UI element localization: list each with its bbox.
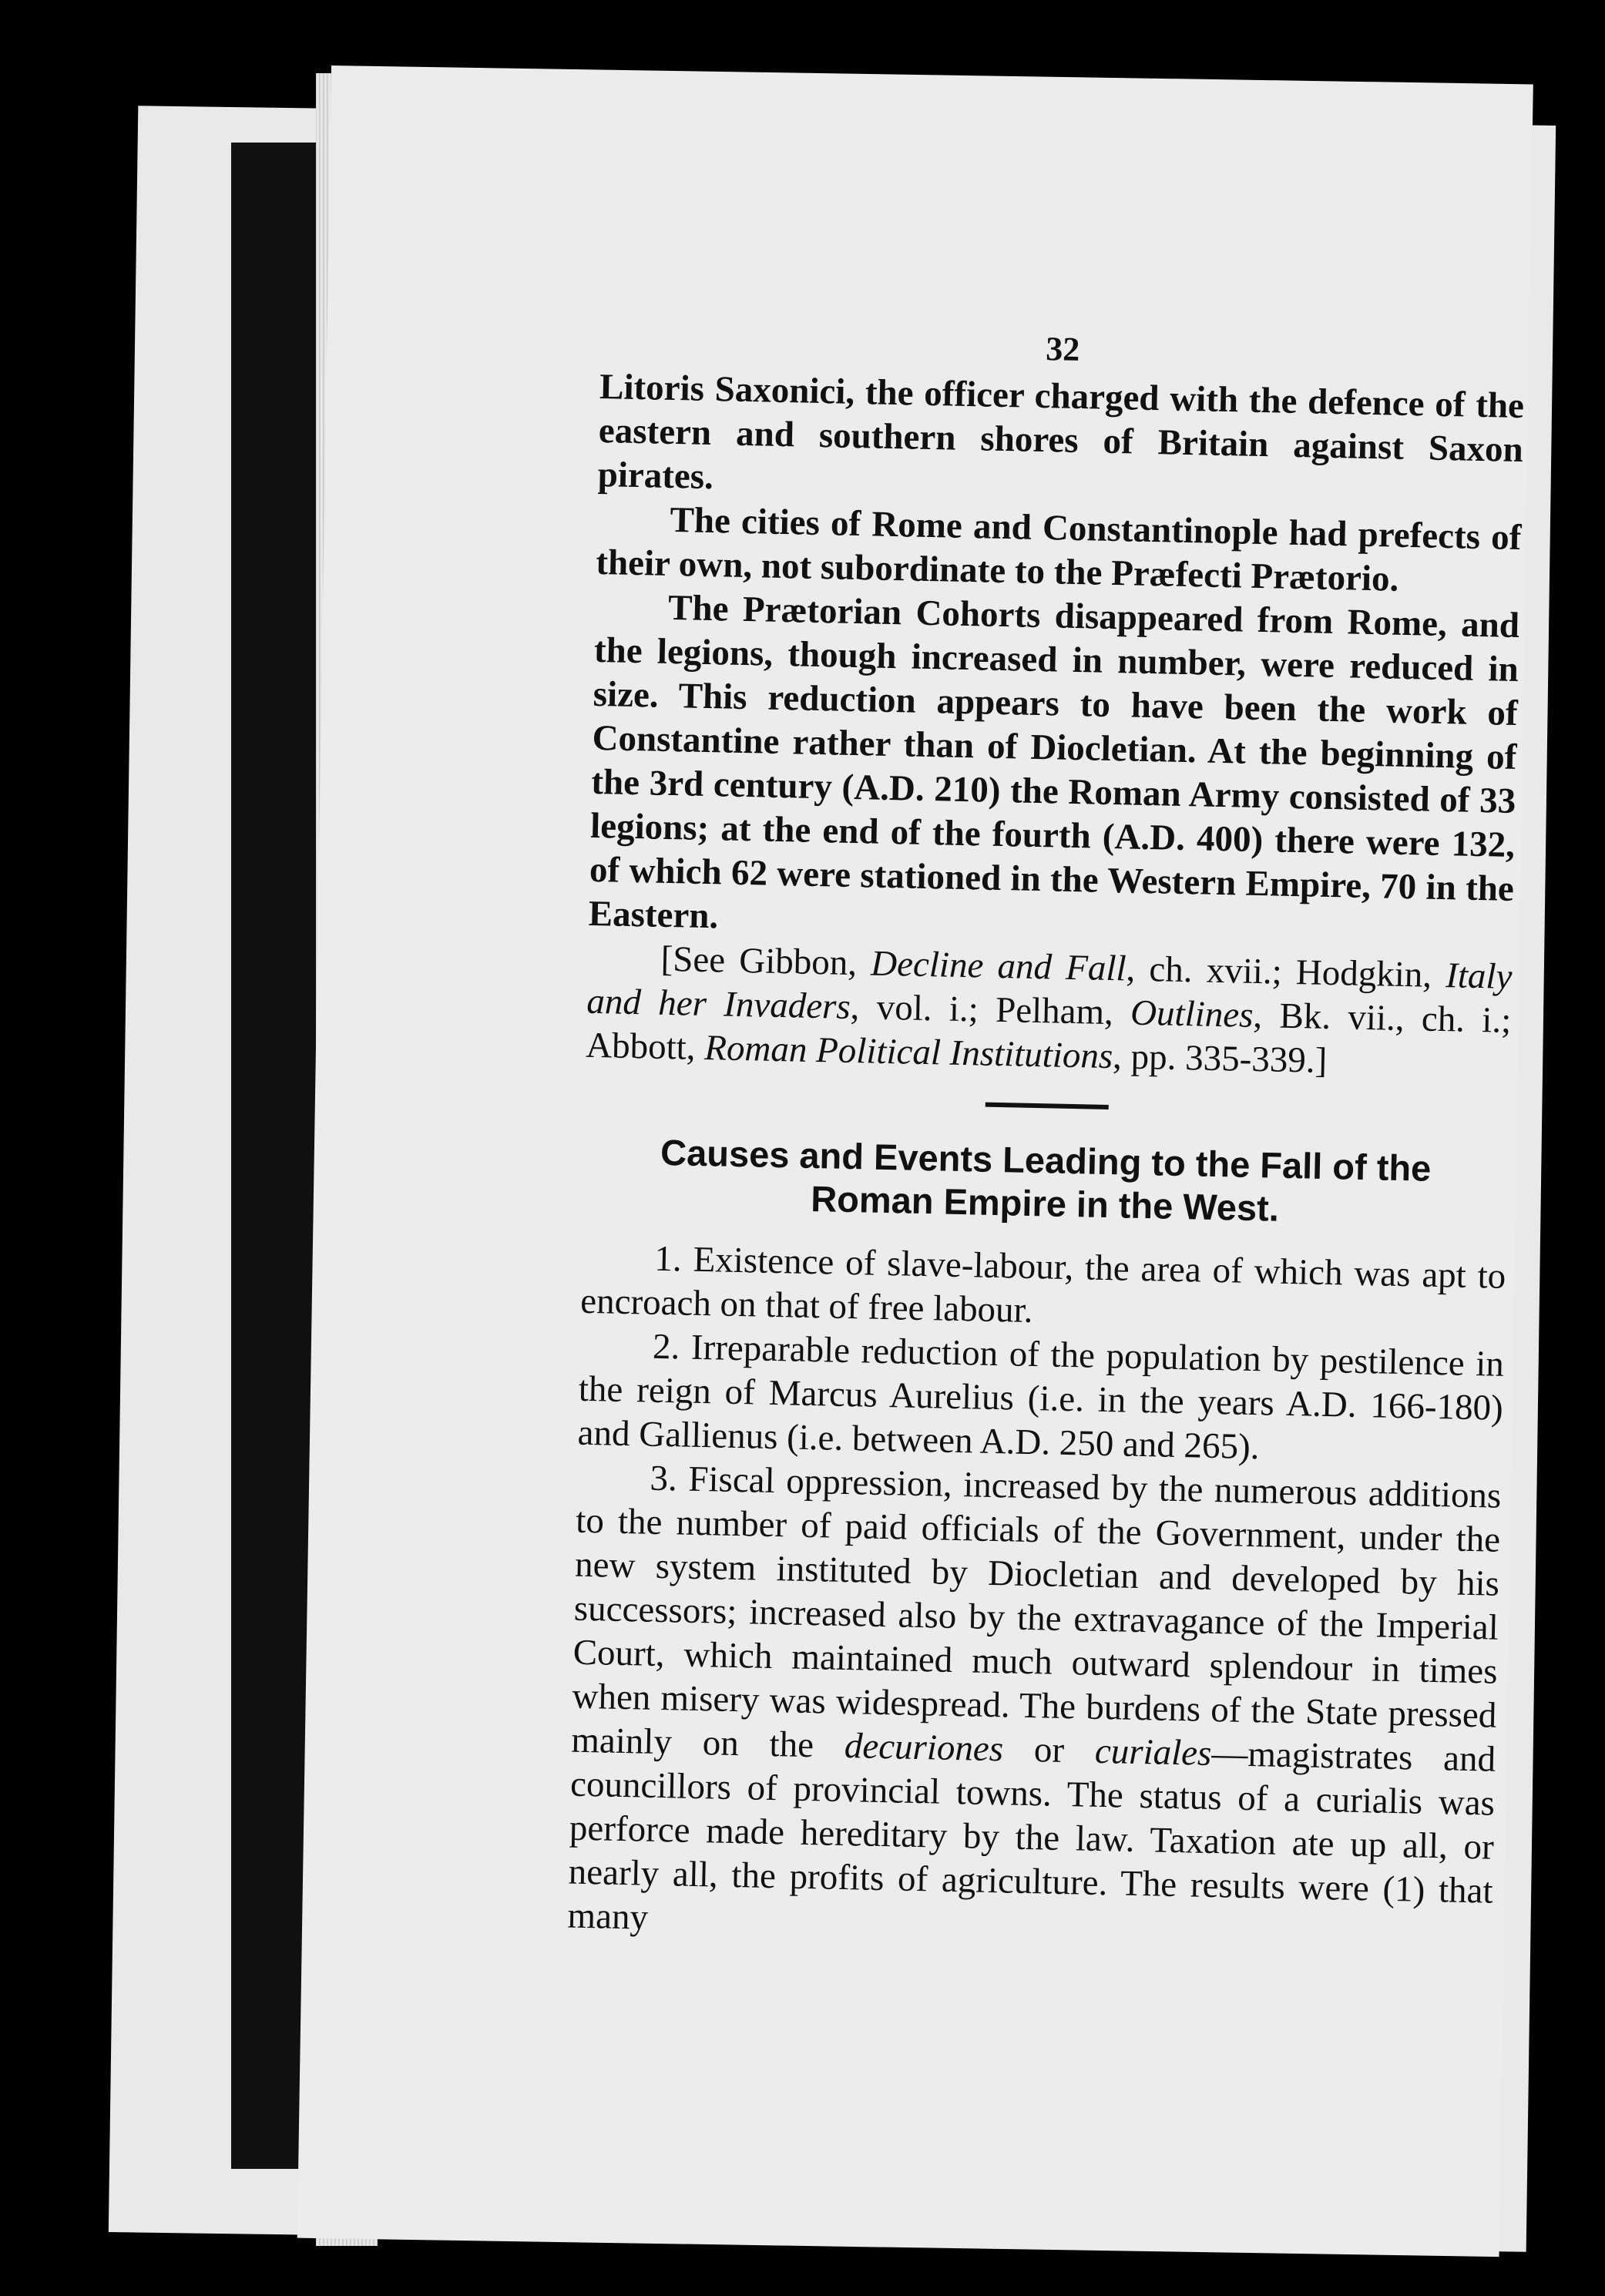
ref-text-4: , Bk. vii., ch. i.; Abbott, (585, 995, 1512, 1069)
section-divider (985, 1103, 1109, 1109)
paragraph-litoris: Litoris Saxonici, the officer charged with the defence of the eastern and southern shores of Britain against Saxon pirates. (597, 366, 1525, 498)
item-3-decuriones: decuriones (844, 1726, 1004, 1770)
item-3 (567, 1455, 1502, 1958)
section-heading-line-2: Roman Empire in the West. (810, 1177, 1280, 1229)
item-3-text-a: 3. Fiscal oppression, increased by the numerous additions to the number of paid officials of the Government, under the new system instituted by Diocletian and developed by his successors; increased also by the extravagance of the Imperial Court, which maintained much outward splendour in times when misery was widespread. The burdens of the State pressed mainly on the (570, 1458, 1502, 1767)
item-2: 2. Irreparable reduction of the population by pestilence in the reign of Marcus Aurelius (i.e. in the years A.D. 166-180) and Gallienus (i.e. between A.D. 250 and 265). (577, 1326, 1505, 1468)
ref-title-abbott: Roman Political Institutions (703, 1028, 1113, 1077)
ref-title-gibbon: Decline and Fall (870, 943, 1127, 989)
item-3-curiales: curiales (1094, 1730, 1212, 1774)
references-paragraph (586, 936, 1513, 1087)
paragraph-cohorts: The Prætorian Cohorts disappeared from Rome, and the legions, though increased in number, were reduced in size. This reduction appears to have been the work of Constantine rather than of Diocletian. At the beginning of the 3rd century (A.D. 210) the Roman Army consisted of 33 legions; at the end of the fourth (A.D. 400) there were 132, of which 62 were stationed in the Western Empire, 70 in the Eastern. (588, 587, 1520, 937)
item-3-text-c: —magistrates and councillors of provincial towns. The status of a curialis was perforce made hereditary by the law. Taxation ate up all, or nearly all, the profits of agriculture. The results were (1) that many (567, 1734, 1496, 1938)
paragraph-prefects: The cities of Rome and Constantinople had prefects of their own, not subordinate to the Præfecti Prætorio. (595, 499, 1522, 599)
page-number: 32 (1045, 330, 1080, 369)
section-heading (583, 1130, 1509, 1235)
text-block (567, 320, 1526, 1958)
ref-text-3: , vol. i.; Pelham, (850, 986, 1131, 1033)
ref-text-2: , ch. xvii.; Hodgkin, (1126, 948, 1446, 996)
ref-title-hodgkin: Italy and her Invaders (586, 955, 1513, 1027)
item-3-text-b: or (1002, 1729, 1096, 1771)
ref-title-pelham: Outlines (1130, 992, 1254, 1036)
ref-text-1: [See Gibbon, (660, 938, 871, 984)
section-heading-line-1: Causes and Events Leading to the Fall of the (660, 1131, 1432, 1189)
item-1: 1. Existence of slave-labour, the area of which was apt to encroach on that of free labour. (579, 1238, 1506, 1331)
ref-text-5: , pp. 335-339.] (1112, 1036, 1328, 1081)
